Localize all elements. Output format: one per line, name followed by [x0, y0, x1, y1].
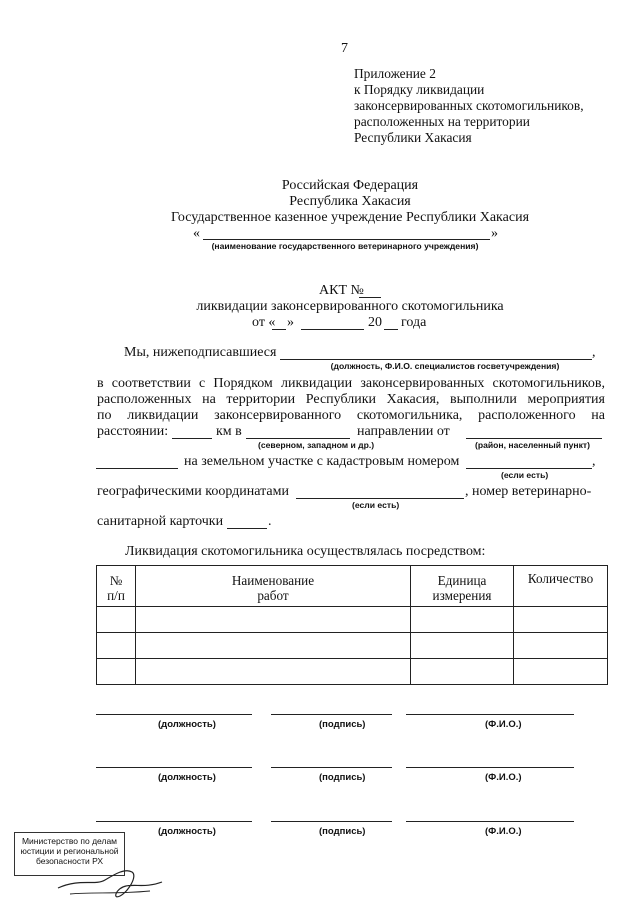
table-cell[interactable] [136, 607, 411, 633]
table-cell[interactable] [136, 633, 411, 659]
table-cell[interactable] [514, 633, 608, 659]
body-line-1: в соответствии с Порядком ликвидации законсервированных скотомогильников, [97, 376, 605, 391]
coordinates-hint: (если есть) [352, 500, 400, 510]
name-line [406, 821, 574, 822]
table-cell[interactable] [514, 607, 608, 633]
date-year-word: года [401, 315, 427, 330]
appendix-line: к Порядку ликвидации [354, 82, 485, 97]
position-line [96, 714, 252, 715]
signature-line [271, 714, 392, 715]
position-caption: (должность) [158, 772, 216, 783]
direction-line [246, 438, 350, 439]
body-line-2: расположенных на территории Республики Хакасия, выполнили мероприятия [97, 392, 605, 407]
direction-hint: (северном, западном и др.) [258, 440, 375, 450]
position-line [96, 767, 252, 768]
stamp-line: юстиции и региональной [20, 846, 119, 856]
stamp-line: Министерство по делам [21, 836, 118, 846]
date-month-line [301, 329, 364, 330]
comma: , [592, 345, 596, 360]
district-hint: (район, населенный пункт) [475, 440, 590, 450]
works-table [96, 565, 608, 685]
name-caption: (Ф.И.О.) [485, 826, 522, 837]
header-quantity: Количество [514, 566, 608, 607]
table-cell[interactable] [411, 659, 514, 685]
table-row [97, 633, 608, 659]
date-day-line [272, 329, 286, 330]
body-line-3: по ликвидации законсервированного скотомогильника, расположенного на [97, 408, 605, 423]
coordinates-line [296, 498, 464, 499]
sanitary-card-line [227, 528, 267, 529]
name-caption: (Ф.И.О.) [485, 719, 522, 730]
institution-name-line [203, 239, 490, 240]
quote-open: « [193, 226, 200, 241]
appendix-line: расположенных на территории [354, 114, 530, 129]
cadastral-label: на земельном участке с кадастровым номером [184, 454, 460, 469]
date-quote: » [287, 315, 294, 330]
position-caption: (должность) [158, 719, 216, 730]
appendix-block [354, 66, 584, 146]
km-in-label: км в [216, 424, 242, 439]
appendix-line: Республики Хакасия [354, 130, 472, 145]
district-line [466, 438, 602, 439]
signature-caption: (подпись) [319, 826, 366, 837]
liquidation-intro: Ликвидация скотомогильника осуществлялась посредством: [125, 544, 486, 559]
signature-caption: (подпись) [319, 719, 366, 730]
signature-caption: (подпись) [319, 772, 366, 783]
comma-2: , [592, 454, 596, 469]
header-region: Республика Хакасия [289, 194, 411, 209]
table-row [97, 659, 608, 685]
page-number: 7 [341, 41, 348, 56]
date-year-line [384, 329, 398, 330]
table-cell[interactable] [97, 633, 136, 659]
header-unit: Единица измерения [411, 566, 514, 607]
table-cell[interactable] [411, 633, 514, 659]
header-institution: Государственное казенное учреждение Республики Хакасия [170, 210, 530, 225]
vet-card-label: , номер ветеринарно- [465, 484, 592, 499]
cadastral-line [466, 468, 592, 469]
institution-hint: (наименование государственного ветеринарного учреждения) [211, 241, 479, 251]
header-work-name: Наименование работ [136, 566, 411, 607]
specialists-hint: (должность, Ф.И.О. специалистов госветучреждения) [330, 361, 560, 371]
quote-close: » [491, 226, 498, 241]
appendix-line: Приложение 2 [354, 66, 436, 81]
header-country: Российская Федерация [281, 178, 419, 193]
position-caption: (должность) [158, 826, 216, 837]
period: . [268, 514, 272, 529]
date-from: от « [252, 315, 276, 330]
coordinates-label: географическими координатами [97, 484, 289, 499]
name-line [406, 714, 574, 715]
we-undersigned: Мы, нижеподписавшиеся [124, 345, 277, 360]
appendix-line: законсервированных скотомогильников, [354, 98, 584, 113]
signature-line [271, 767, 392, 768]
name-caption: (Ф.И.О.) [485, 772, 522, 783]
distance-label: расстоянии: [97, 424, 169, 439]
act-title: АКТ № [319, 283, 364, 298]
specialists-line [280, 359, 592, 360]
act-number-line [359, 297, 381, 298]
table-row [97, 607, 608, 633]
name-line [406, 767, 574, 768]
act-subtitle: ликвидации законсервированного скотомогильника [196, 299, 504, 314]
handwritten-signature [50, 858, 170, 903]
direction-label: направлении от [357, 424, 450, 439]
date-year-prefix: 20 [368, 315, 382, 330]
header-number: № п/п [97, 566, 136, 607]
cadastral-hint: (если есть) [501, 470, 549, 480]
table-header-row [97, 566, 608, 607]
table-cell[interactable] [514, 659, 608, 685]
position-line [96, 821, 252, 822]
table-cell[interactable] [97, 659, 136, 685]
district-continue-line [96, 468, 178, 469]
table-cell[interactable] [411, 607, 514, 633]
table-cell[interactable] [97, 607, 136, 633]
stamp-line: безопасности РХ [35, 856, 104, 866]
table-cell[interactable] [136, 659, 411, 685]
signature-line [271, 821, 392, 822]
sanitary-card-label: санитарной карточки [97, 514, 224, 529]
distance-line [172, 438, 212, 439]
